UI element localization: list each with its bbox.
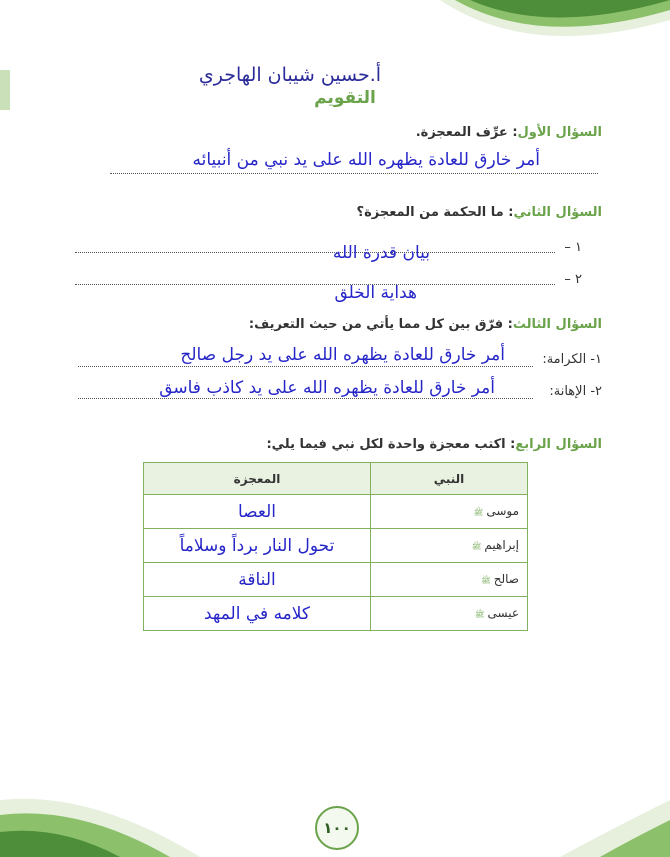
table-row [144, 563, 528, 597]
prophet-cell [371, 495, 528, 529]
miracle-cell: كلامه في المهد [144, 597, 371, 631]
question-3-item-2-answer: أمر خارق للعادة يظهره الله على يد كاذب فاسق [159, 378, 495, 398]
prophet-name: عيسى [487, 606, 519, 620]
prophet-name: إبراهيم [484, 538, 519, 552]
question-1-answer: أمر خارق للعادة يظهره الله على يد نبي من أنبيائه [192, 150, 540, 170]
author-name: أ.حسين شيبان الهاجري [198, 64, 382, 86]
question-4-label: السؤال الرابع [515, 437, 602, 452]
question-2-item-2-answer: هداية الخلق [334, 283, 417, 303]
bottom-left-decoration [0, 780, 200, 857]
table-header-row [144, 463, 528, 495]
question-3 [249, 317, 602, 332]
question-2-label: السؤال الثاني [513, 205, 602, 220]
question-4-text: : اكتب معجزة واحدة لكل نبي فيما يلي: [266, 437, 516, 452]
top-right-decoration [410, 0, 670, 70]
question-2-item-2-line [75, 284, 555, 285]
page-title: التقويم [314, 88, 376, 108]
question-3-item-1-answer: أمر خارق للعادة يظهره الله على يد رجل صالح [180, 345, 505, 365]
left-edge-tab [0, 70, 10, 110]
question-2-item-1-line [75, 252, 555, 253]
question-3-item-1-term: ١- الكرامة: [542, 352, 602, 367]
question-2-item-1-number: ١ – [564, 240, 582, 255]
question-3-text: : فرّق بين كل مما يأتي من حيث التعريف: [248, 317, 513, 332]
question-1-label: السؤال الأول [517, 125, 602, 140]
prophet-column-header: النبي [371, 463, 528, 495]
question-2 [357, 205, 602, 220]
question-1 [416, 125, 602, 140]
question-2-text: : ما الحكمة من المعجزة؟ [356, 205, 514, 220]
miracle-cell: الناقة [144, 563, 371, 597]
bottom-right-decoration [560, 800, 670, 857]
prophet-cell [371, 563, 528, 597]
question-3-item-2-term: ٢- الإهانة: [549, 384, 602, 399]
question-2-item-1-answer: بيان قدرة الله [332, 243, 430, 263]
miracle-cell: تحول النار برداً وسلاماً [144, 529, 371, 563]
miracles-table [143, 462, 528, 631]
table-row [144, 529, 528, 563]
question-1-answer-line [110, 173, 598, 174]
miracle-column-header: المعجزة [144, 463, 371, 495]
question-3-item-2-line [78, 398, 533, 399]
question-1-text: : عرِّف المعجزة. [415, 125, 518, 140]
prophet-name: موسى [486, 504, 519, 518]
question-3-item-1-line [78, 366, 533, 367]
question-2-item-2-number: ٢ – [564, 272, 582, 287]
prophet-cell [371, 529, 528, 563]
miracle-cell: العصا [144, 495, 371, 529]
page-number: ١٠٠ [315, 806, 359, 850]
pbuh-glyph: ﷺ [474, 610, 485, 619]
question-3-label: السؤال الثالث [512, 317, 602, 332]
pbuh-glyph: ﷺ [471, 542, 482, 551]
table-row [144, 495, 528, 529]
prophet-name: صالح [493, 572, 519, 586]
pbuh-glyph: ﷺ [481, 576, 491, 585]
table-row [144, 597, 528, 631]
pbuh-glyph: ﷺ [473, 508, 484, 517]
prophet-cell [371, 597, 528, 631]
question-4 [266, 437, 602, 452]
